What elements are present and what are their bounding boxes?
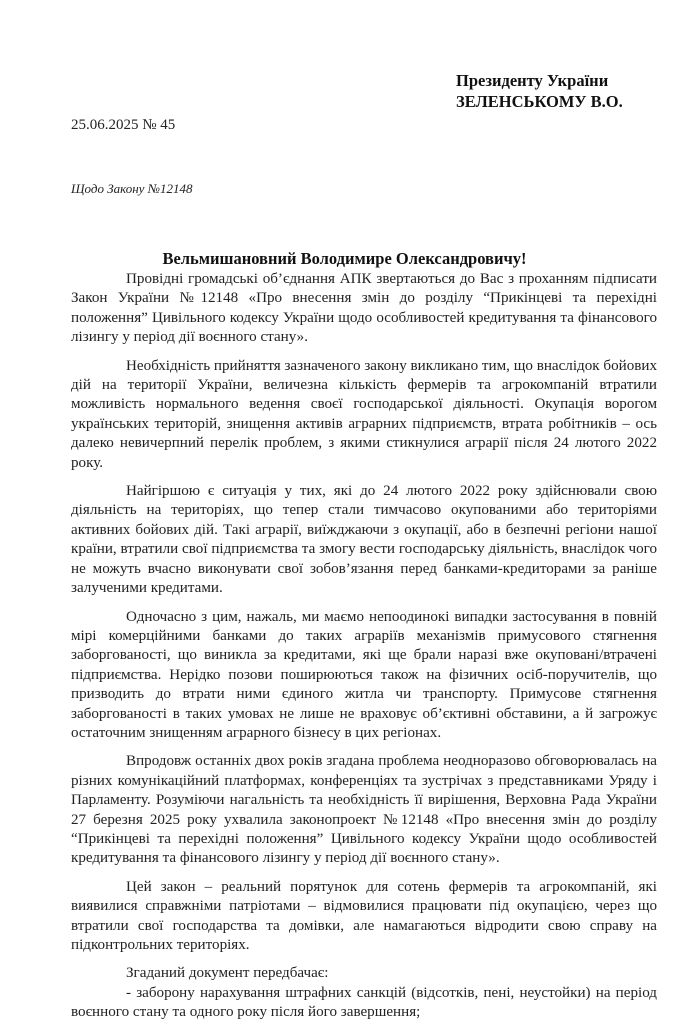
- letter-body: [71, 270, 657, 1023]
- list-intro: Згаданий документ передбачає:: [126, 965, 329, 982]
- letter-subject: Щодо Закону №12148: [71, 181, 193, 196]
- addressee-name: ЗЕЛЕНСЬКОМУ В.О.: [456, 92, 623, 111]
- paragraph: Цей закон – реальний порятунок для сотень фермерів та агрокомпаній, які виявилися справжніми патріотами – відмовилися працювати під окупацією, через що втратили свої господарства та домівки, але намагаються відродити свою справу на підконтрольних територіях.: [71, 878, 657, 953]
- paragraph: Провідні громадські об’єднання АПК звертаються до Вас з проханням підписати Закон України №12148 «Про внесення змін до розділу “Прикінцеві та перехідні положення” Цивільного кодексу України щодо особливостей кредитування та фінансового лізингу у період дії воєнного стану».: [71, 271, 657, 346]
- paragraph: Одночасно з цим, нажаль, ми маємо непоодинокі випадки застосування в повній мірі комерційними банками до таких аграріїв механізмів примусового стягнення заборгованості, що виникла за кредитами, які ще брали наразі вже окуповані/втрачені підприємства. Нерідко позови поширюються також на фізичних осіб-поручителів, що призводить до втрати ними єдиного житла чи транспорту. Примусове стягнення заборгованості в таких умовах не лише не враховує об’єктивні обставини, а й загрожує остаточним знищенням аграрного бізнесу в цих регіонах.: [71, 608, 657, 741]
- letter-greeting: Вельмишановний Володимире Олександровичу!: [162, 249, 527, 268]
- paragraph: Найгіршою є ситуація у тих, які до 24 лютого 2022 року здійснювали свою діяльність на територіях, що тепер стали тимчасово окупованими або територіями активних бойових дій. Такі аграрії, виїжджаючи з окупації, або в безпечні регіони нашої країни, втратили свої підприємства та змогу вести господарську діяльність, внаслідок чого не можуть вчасно виконувати свої зобов’язання перед банками-кредиторами за раніше залученими кредитами.: [71, 483, 657, 597]
- addressee-title: Президенту України: [456, 71, 609, 90]
- paragraph: Необхідність прийняття зазначеного закону викликано тим, що внаслідок бойових дій на території України, величезна кількість фермерів та агрокомпаній втратили можливість нормального ведення своєї господарської діяльності. Окупація ворогом українських територій, знищення активів аграрних підприємств, втрата робітників – ось далеко невичерпний перелік проблем, з якими стикнулися аграрії після 24 лютого 2022 року.: [71, 357, 657, 471]
- addressee-block: [456, 70, 623, 112]
- list-item: - заборону нарахування штрафних санкцій (відсотків, пені, неустойки) на період воєнного стану та одного року після його завершення;: [71, 984, 657, 1021]
- paragraph: Впродовж останніх двох років згадана проблема неодноразово обговорювалась на різних комунікаційний платформах, конференціях та зустрічах з представниками Уряду і Парламенту. Розуміючи нагальність та необхідність її вирішення, Верховна Рада України 27 березня 2025 року ухвалила законопроект №12148 «Про внесення змін до розділу “Прикінцеві та перехідні положення” Цивільного кодексу України щодо особливостей кредитування та фінансового лізингу у період дії воєнного стану».: [71, 753, 657, 867]
- letter-date-number: 25.06.2025 № 45: [71, 117, 176, 133]
